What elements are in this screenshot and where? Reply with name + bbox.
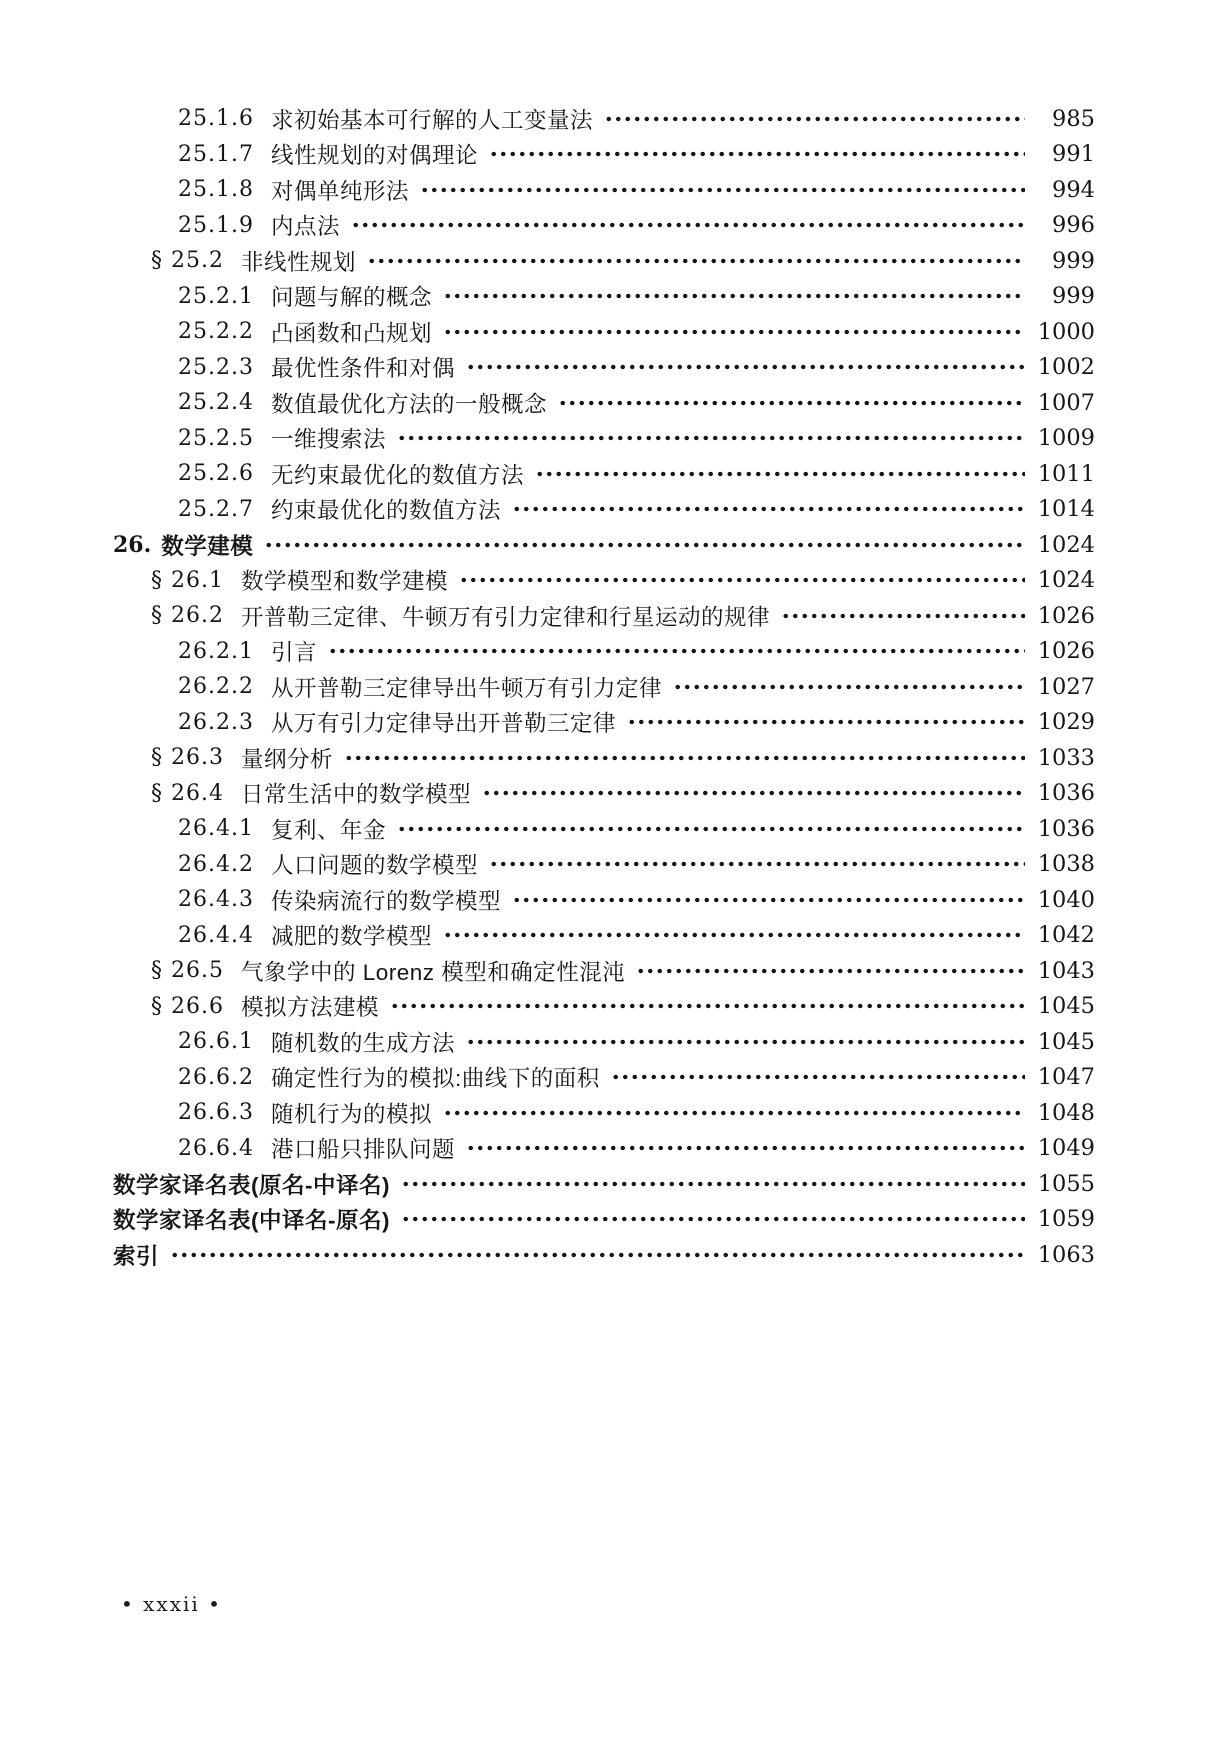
- toc-entry: [113, 705, 1095, 741]
- entry-title: 最优性条件和对偶: [270, 356, 455, 382]
- entry-title: 求初始基本可行解的人工变量法: [270, 107, 593, 133]
- dot-leader: [328, 640, 1025, 662]
- dot-leader: [466, 1031, 1025, 1053]
- entry-number: 26.6.3: [178, 1100, 254, 1126]
- entry-page-number: 1033: [1037, 744, 1095, 771]
- entry-page-number: 1040: [1037, 886, 1095, 913]
- entry-title: 数学建模: [161, 533, 254, 559]
- toc-entry: [113, 279, 1095, 315]
- entry-number: 25.2.4: [178, 390, 254, 416]
- entry-number: § 26.1: [151, 567, 224, 593]
- entry-title: 人口问题的数学模型: [270, 853, 478, 879]
- entry-page-number: 1047: [1037, 1064, 1095, 1091]
- toc-entry: [113, 882, 1095, 918]
- entry-page-number: 1055: [1037, 1170, 1095, 1197]
- entry-number: § 25.2: [151, 248, 224, 274]
- toc-entry: [113, 1166, 1095, 1202]
- dot-leader: [781, 605, 1025, 627]
- toc-entry: [113, 776, 1095, 812]
- toc-entry: [113, 1095, 1095, 1131]
- toc-entry: [113, 350, 1095, 386]
- dot-leader: [443, 321, 1025, 343]
- toc-entry: [113, 1024, 1095, 1060]
- entry-title: 传染病流行的数学模型: [270, 888, 501, 914]
- entry-title: 随机行为的模拟: [270, 1101, 432, 1127]
- entry-page-number: 985: [1052, 105, 1095, 132]
- dot-leader: [367, 250, 1025, 272]
- entry-page-number: 1036: [1037, 780, 1095, 807]
- entry-page-number: 1024: [1037, 531, 1095, 558]
- entry-page-number: 1063: [1037, 1241, 1095, 1268]
- entry-title: 随机数的生成方法: [270, 1030, 455, 1056]
- toc-entry: [113, 1202, 1095, 1238]
- entry-number: § 26.5: [151, 958, 224, 984]
- entry-title: 量纲分析: [240, 746, 333, 772]
- entry-number: 26.4.1: [178, 816, 254, 842]
- entry-page-number: 991: [1052, 141, 1095, 168]
- dot-leader: [401, 1208, 1025, 1230]
- entry-title: 对偶单纯形法: [270, 178, 409, 204]
- entry-page-number: 1049: [1037, 1135, 1095, 1162]
- entry-number: 26.6.4: [178, 1135, 254, 1161]
- entry-number: 26.2.3: [178, 709, 254, 735]
- toc-entry: [113, 598, 1095, 634]
- entry-number: 26.: [113, 531, 152, 558]
- entry-title: 确定性行为的模拟:曲线下的面积: [270, 1066, 600, 1092]
- toc-list: [113, 101, 1095, 1273]
- toc-entry: [113, 243, 1095, 279]
- entry-number: 25.1.6: [178, 106, 254, 132]
- entry-title: 数学家译名表(原名-中译名): [113, 1172, 390, 1198]
- dot-leader: [466, 356, 1025, 378]
- entry-title: 减肥的数学模型: [270, 924, 432, 950]
- toc-entry: [113, 1237, 1095, 1273]
- toc-entry: [113, 137, 1095, 173]
- entry-page-number: 1048: [1037, 1099, 1095, 1126]
- entry-page-number: 1014: [1037, 496, 1095, 523]
- entry-number: 25.1.9: [178, 212, 254, 238]
- entry-page-number: 996: [1052, 212, 1095, 239]
- entry-title: 港口船只排队问题: [270, 1137, 455, 1163]
- entry-number: 26.6.1: [178, 1029, 254, 1055]
- entry-number: 25.1.7: [178, 141, 254, 167]
- toc-entry: [113, 847, 1095, 883]
- entry-number: 26.2.2: [178, 674, 254, 700]
- dot-leader: [397, 427, 1025, 449]
- toc-entry: [113, 740, 1095, 776]
- toc-entry: [113, 385, 1095, 421]
- toc-entry: [113, 527, 1095, 563]
- entry-page-number: 1026: [1037, 602, 1095, 629]
- dot-leader: [482, 782, 1025, 804]
- dot-leader: [489, 143, 1025, 165]
- entry-title: 非线性规划: [240, 249, 356, 275]
- entry-page-number: 1024: [1037, 567, 1095, 594]
- entry-number: § 26.4: [151, 780, 224, 806]
- entry-title: 无约束最优化的数值方法: [270, 462, 524, 488]
- entry-title: 引言: [270, 640, 317, 666]
- toc-entry: [113, 1060, 1095, 1096]
- entry-title: 从万有引力定律导出开普勒三定律: [270, 711, 616, 737]
- entry-title: 数值最优化方法的一般概念: [270, 391, 547, 417]
- entry-title: 索引: [113, 1243, 160, 1269]
- entry-number: § 26.2: [151, 603, 224, 629]
- toc-entry: [113, 953, 1095, 989]
- toc-entry: [113, 208, 1095, 244]
- toc-entry: [113, 563, 1095, 599]
- entry-page-number: 1007: [1037, 389, 1095, 416]
- entry-number: 26.6.2: [178, 1064, 254, 1090]
- toc-entry: [113, 811, 1095, 847]
- page-footer-number: • xxxii •: [121, 1592, 222, 1616]
- toc-entry: [113, 314, 1095, 350]
- dot-leader: [443, 1102, 1025, 1124]
- entry-number: 26.4.3: [178, 887, 254, 913]
- entry-title: 复利、年金: [270, 817, 386, 843]
- toc-entry: [113, 172, 1095, 208]
- entry-number: 25.2.2: [178, 319, 254, 345]
- entry-number: 25.2.1: [178, 283, 254, 309]
- toc-entry: [113, 918, 1095, 954]
- dot-leader: [264, 534, 1025, 556]
- entry-page-number: 1026: [1037, 638, 1095, 665]
- dot-leader: [604, 108, 1025, 130]
- toc-entry: [113, 1131, 1095, 1167]
- entry-page-number: 1038: [1037, 851, 1095, 878]
- entry-page-number: 994: [1052, 176, 1095, 203]
- entry-page-number: 1011: [1037, 460, 1095, 487]
- dot-leader: [611, 1066, 1025, 1088]
- dot-leader: [512, 498, 1025, 520]
- entry-title: 日常生活中的数学模型: [240, 782, 471, 808]
- entry-title: 数学模型和数学建模: [240, 569, 448, 595]
- dot-leader: [344, 747, 1025, 769]
- entry-title: 一维搜索法: [270, 427, 386, 453]
- entry-number: 25.2.5: [178, 425, 254, 451]
- toc-page: [113, 101, 1095, 1273]
- entry-page-number: 999: [1052, 247, 1095, 274]
- dot-leader: [397, 818, 1025, 840]
- entry-title: 约束最优化的数值方法: [270, 498, 501, 524]
- entry-number: 26.4.2: [178, 851, 254, 877]
- dot-leader: [535, 463, 1025, 485]
- toc-entry: [113, 421, 1095, 457]
- entry-title: 凸函数和凸规划: [270, 320, 432, 346]
- dot-leader: [170, 1244, 1025, 1266]
- entry-number: § 26.6: [151, 993, 224, 1019]
- entry-page-number: 1000: [1037, 318, 1095, 345]
- entry-number: 25.2.6: [178, 461, 254, 487]
- dot-leader: [489, 853, 1025, 875]
- entry-number: § 26.3: [151, 745, 224, 771]
- entry-page-number: 1036: [1037, 815, 1095, 842]
- entry-page-number: 1009: [1037, 425, 1095, 452]
- entry-number: 25.1.8: [178, 177, 254, 203]
- toc-entry: [113, 101, 1095, 137]
- entry-title: 线性规划的对偶理论: [270, 143, 478, 169]
- entry-page-number: 1029: [1037, 709, 1095, 736]
- entry-title: 模拟方法建模: [240, 995, 379, 1021]
- dot-leader: [459, 569, 1025, 591]
- entry-title: 气象学中的 Lorenz 模型和确定性混沌: [240, 959, 626, 985]
- toc-entry: [113, 456, 1095, 492]
- entry-page-number: 1002: [1037, 354, 1095, 381]
- entry-number: 26.4.4: [178, 922, 254, 948]
- dot-leader: [558, 392, 1025, 414]
- entry-title: 开普勒三定律、牛顿万有引力定律和行星运动的规律: [240, 604, 770, 630]
- dot-leader: [512, 889, 1025, 911]
- dot-leader: [351, 214, 1025, 236]
- dot-leader: [390, 995, 1025, 1017]
- entry-page-number: 1045: [1037, 1028, 1095, 1055]
- entry-title: 内点法: [270, 214, 340, 240]
- dot-leader: [466, 1137, 1025, 1159]
- entry-number: 26.2.1: [178, 638, 254, 664]
- entry-title: 数学家译名表(中译名-原名): [113, 1208, 390, 1234]
- dot-leader: [636, 960, 1025, 982]
- toc-entry: [113, 989, 1095, 1025]
- entry-page-number: 1027: [1037, 673, 1095, 700]
- dot-leader: [443, 285, 1025, 307]
- dot-leader: [401, 1173, 1025, 1195]
- dot-leader: [627, 711, 1025, 733]
- entry-number: 25.2.3: [178, 354, 254, 380]
- entry-title: 问题与解的概念: [270, 285, 432, 311]
- entry-number: 25.2.7: [178, 496, 254, 522]
- entry-title: 从开普勒三定律导出牛顿万有引力定律: [270, 675, 662, 701]
- entry-page-number: 1043: [1037, 957, 1095, 984]
- entry-page-number: 999: [1052, 283, 1095, 310]
- dot-leader: [420, 179, 1025, 201]
- entry-page-number: 1045: [1037, 993, 1095, 1020]
- dot-leader: [443, 924, 1025, 946]
- dot-leader: [673, 676, 1025, 698]
- entry-page-number: 1042: [1037, 922, 1095, 949]
- toc-entry: [113, 669, 1095, 705]
- toc-entry: [113, 634, 1095, 670]
- toc-entry: [113, 492, 1095, 528]
- entry-page-number: 1059: [1037, 1206, 1095, 1233]
